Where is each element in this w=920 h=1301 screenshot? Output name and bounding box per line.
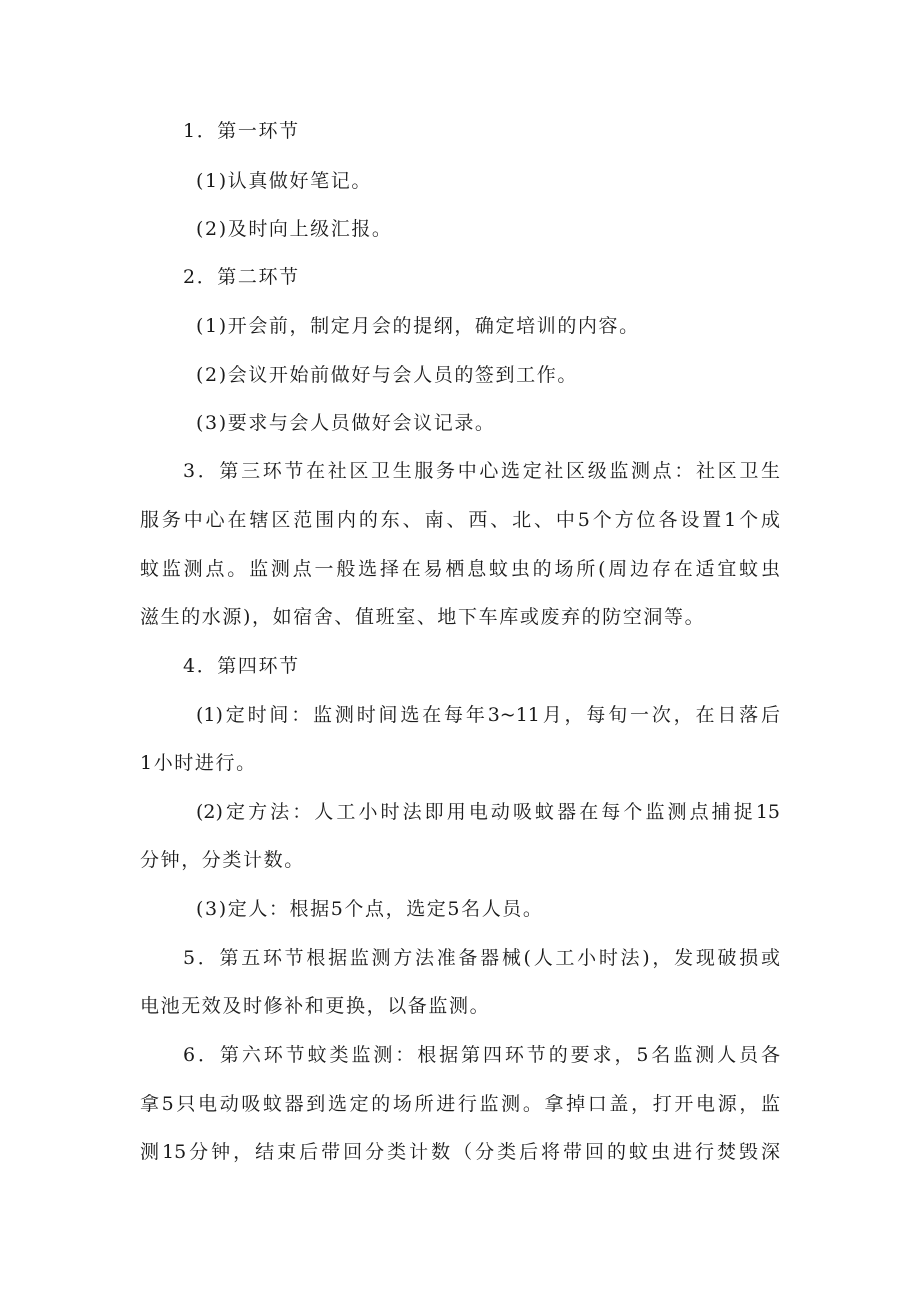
step-4-item-2-line-2: 分钟，分类计数。 (140, 849, 305, 871)
step-4-item-1-line-2: 1小时进行。 (140, 752, 257, 774)
heading-step-2: 2．第二环节 (183, 266, 300, 288)
step-3-line-4: 滋生的水源)，如宿舍、值班室、地下车库或废弃的防空洞等。 (140, 606, 706, 628)
step-4-item-1-line-1: (1)定时间：监测时间选在每年3~11月，每旬一次，在日落后 (196, 704, 780, 726)
step-2-item-3: (3)要求与会人员做好会议记录。 (196, 412, 496, 434)
step-6-line-1: 6．第六环节蚊类监测：根据第四环节的要求，5名监测人员各 (183, 1044, 780, 1066)
step-3-line-1: 3．第三环节在社区卫生服务中心选定社区级监测点：社区卫生 (183, 460, 780, 482)
step-1-item-2: (2)及时向上级汇报。 (196, 218, 393, 240)
step-1-item-1: (1)认真做好笔记。 (196, 170, 372, 192)
step-4-item-2-line-1: (2)定方法：人工小时法即用电动吸蚊器在每个监测点捕捉15 (196, 801, 780, 823)
step-4-item-3: (3)定人：根据5个点，选定5名人员。 (196, 898, 544, 920)
step-6-line-3: 测15分钟，结束后带回分类计数（分类后将带回的蚊虫进行焚毁深 (140, 1141, 780, 1163)
step-2-item-2: (2)会议开始前做好与会人员的签到工作。 (196, 364, 578, 386)
step-3-line-3: 蚊监测点。监测点一般选择在易栖息蚊虫的场所(周边存在适宜蚊虫 (140, 558, 780, 580)
heading-step-4: 4．第四环节 (183, 655, 300, 677)
step-5-line-2: 电池无效及时修补和更换，以备监测。 (140, 995, 491, 1017)
step-3-line-2: 服务中心在辖区范围内的东、南、西、北、中5个方位各设置1个成 (140, 509, 780, 531)
step-6-line-2: 拿5只电动吸蚊器到选定的场所进行监测。拿掉口盖，打开电源，监 (140, 1093, 780, 1115)
step-5-line-1: 5．第五环节根据监测方法准备器械(人工小时法)，发现破损或 (183, 947, 780, 969)
heading-step-1: 1．第一环节 (183, 120, 300, 142)
step-2-item-1: (1)开会前，制定月会的提纲，确定培训的内容。 (196, 315, 640, 337)
